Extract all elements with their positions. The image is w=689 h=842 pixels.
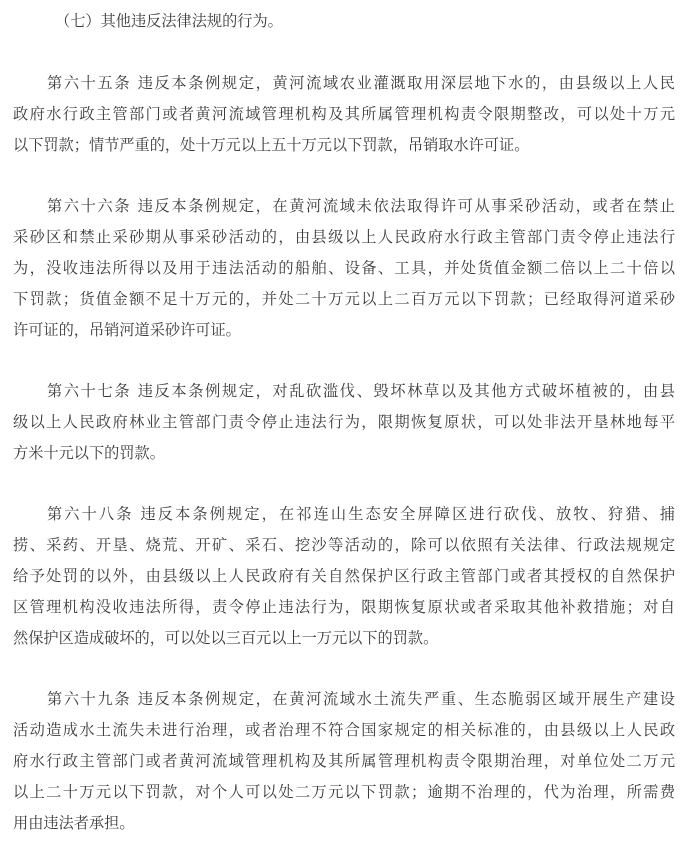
- article-67-line: 级以上人民政府林业主管部门责令停止违法行为，限期恢复原状，可以处非法开垦林地每平: [13, 413, 675, 431]
- article-66-line: 许可证的，吊销河道采砂许可证。: [13, 321, 241, 339]
- article-66-line: 采砂区和禁止采砂期从事采砂活动的，由县级以上人民政府水行政主管部门责令停止违法行: [13, 228, 675, 246]
- article-65-line: 以下罚款；情节严重的，处十万元以上五十万元以下罚款，吊销取水许可证。: [13, 136, 530, 154]
- article-68-line: 区管理机构没收违法所得，责令停止违法行为，限期恢复原状或者采取其他补救措施；对自: [13, 598, 675, 616]
- article-66-line: 下罚款；货值金额不足十万元的，并处二十万元以上二百万元以下罚款；已经取得河道采砂: [13, 290, 675, 308]
- article-69-line: 第六十九条 违反本条例规定，在黄河流域水土流失严重、生态脆弱区域开展生产建设: [47, 690, 675, 708]
- article-69-line: 活动造成水土流失未进行治理，或者治理不符合国家规定的相关标准的，由县级以上人民政: [13, 721, 675, 739]
- article-68-line: 第六十八条 违反本条例规定，在祁连山生态安全屏障区进行砍伐、放牧、狩猎、捕: [47, 505, 675, 523]
- article-66-line: 第六十六条 违反本条例规定，在黄河流域未依法取得许可从事采砂活动，或者在禁止: [47, 197, 675, 215]
- section-heading: （七）其他违反法律法规的行为。: [55, 12, 283, 30]
- article-65-line: 第六十五条 违反本条例规定，黄河流域农业灌溉取用深层地下水的，由县级以上人民: [47, 74, 675, 92]
- article-67-line: 第六十七条 违反本条例规定，对乱砍滥伐、毁坏林草以及其他方式破坏植被的，由县: [47, 382, 675, 400]
- article-69-line: 用由违法者承担。: [13, 814, 135, 832]
- article-69-line: 以上二十万元以下罚款，对个人可以处二万元以下罚款；逾期不治理的，代为治理，所需费: [13, 783, 675, 801]
- article-69-line: 府水行政主管部门或者黄河流域管理机构及其所属管理机构责令限期治理，对单位处二万元: [13, 752, 675, 770]
- article-68-line: 然保护区造成破坏的，可以处以三百元以上一万元以下的罚款。: [13, 629, 439, 647]
- article-68-line: 捞、采药、开垦、烧荒、开矿、采石、挖沙等活动的，除可以依照有关法律、行政法规规定: [13, 536, 675, 554]
- article-65-line: 政府水行政主管部门或者黄河流域管理机构及其所属管理机构责令限期整改，可以处十万元: [13, 105, 675, 123]
- article-67-line: 方米十元以下的罚款。: [13, 444, 165, 462]
- article-68-line: 给予处罚的以外，由县级以上人民政府有关自然保护区行政主管部门或者其授权的自然保护: [13, 567, 675, 585]
- article-66-line: 为，没收违法所得以及用于违法活动的船舶、设备、工具，并处货值金额二倍以上二十倍以: [13, 259, 675, 277]
